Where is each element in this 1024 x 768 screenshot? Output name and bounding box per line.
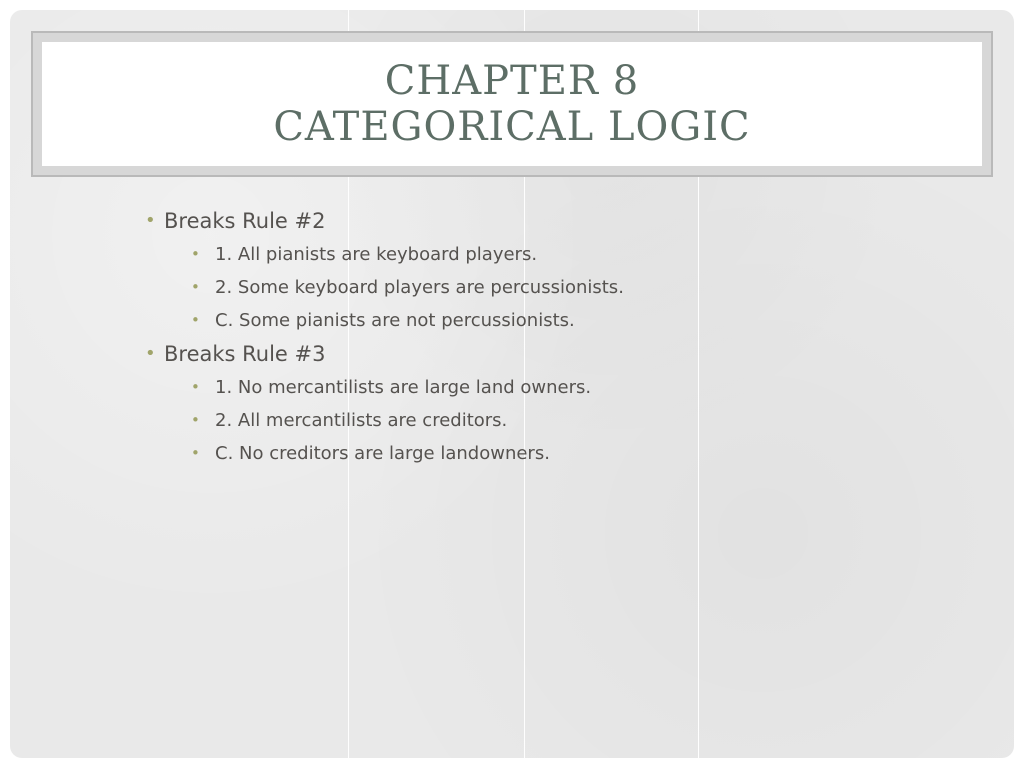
bullet-icon: • xyxy=(191,444,200,462)
bullet-item-rule-3 xyxy=(138,337,758,371)
bullet-icon: • xyxy=(191,411,200,429)
sub-bullet-item xyxy=(138,437,758,470)
bullet-icon: • xyxy=(191,311,200,329)
slide-title-line-2: CATEGORICAL LOGIC xyxy=(273,104,751,150)
slide-title-line-1: CHAPTER 8 xyxy=(384,58,640,104)
sub-bullet-text: 2. All mercantilists are creditors. xyxy=(215,410,508,431)
sub-bullet-text: 2. Some keyboard players are percussionists. xyxy=(215,277,624,298)
sub-bullet-item xyxy=(138,371,758,404)
bullet-icon: • xyxy=(191,378,200,396)
sub-bullet-text: C. No creditors are large landowners. xyxy=(215,443,550,464)
bullet-list xyxy=(138,204,758,470)
sub-bullet-text: C. Some pianists are not percussionists. xyxy=(215,310,575,331)
sub-bullet-item xyxy=(138,238,758,271)
sub-bullet-item xyxy=(138,404,758,437)
sub-bullet-item xyxy=(138,271,758,304)
bullet-icon: • xyxy=(145,210,156,231)
sub-bullet-text: 1. All pianists are keyboard players. xyxy=(215,244,538,265)
slide xyxy=(10,10,1014,758)
sub-bullet-text: 1. No mercantilists are large land owners. xyxy=(215,377,592,398)
title-frame xyxy=(31,31,993,177)
bullet-label: Breaks Rule #3 xyxy=(164,342,326,366)
bullet-icon: • xyxy=(145,343,156,364)
bullet-label: Breaks Rule #2 xyxy=(164,209,326,233)
bullet-icon: • xyxy=(191,245,200,263)
bullet-icon: • xyxy=(191,278,200,296)
sub-bullet-item xyxy=(138,304,758,337)
bullet-item-rule-2 xyxy=(138,204,758,238)
slide-title xyxy=(42,42,982,166)
